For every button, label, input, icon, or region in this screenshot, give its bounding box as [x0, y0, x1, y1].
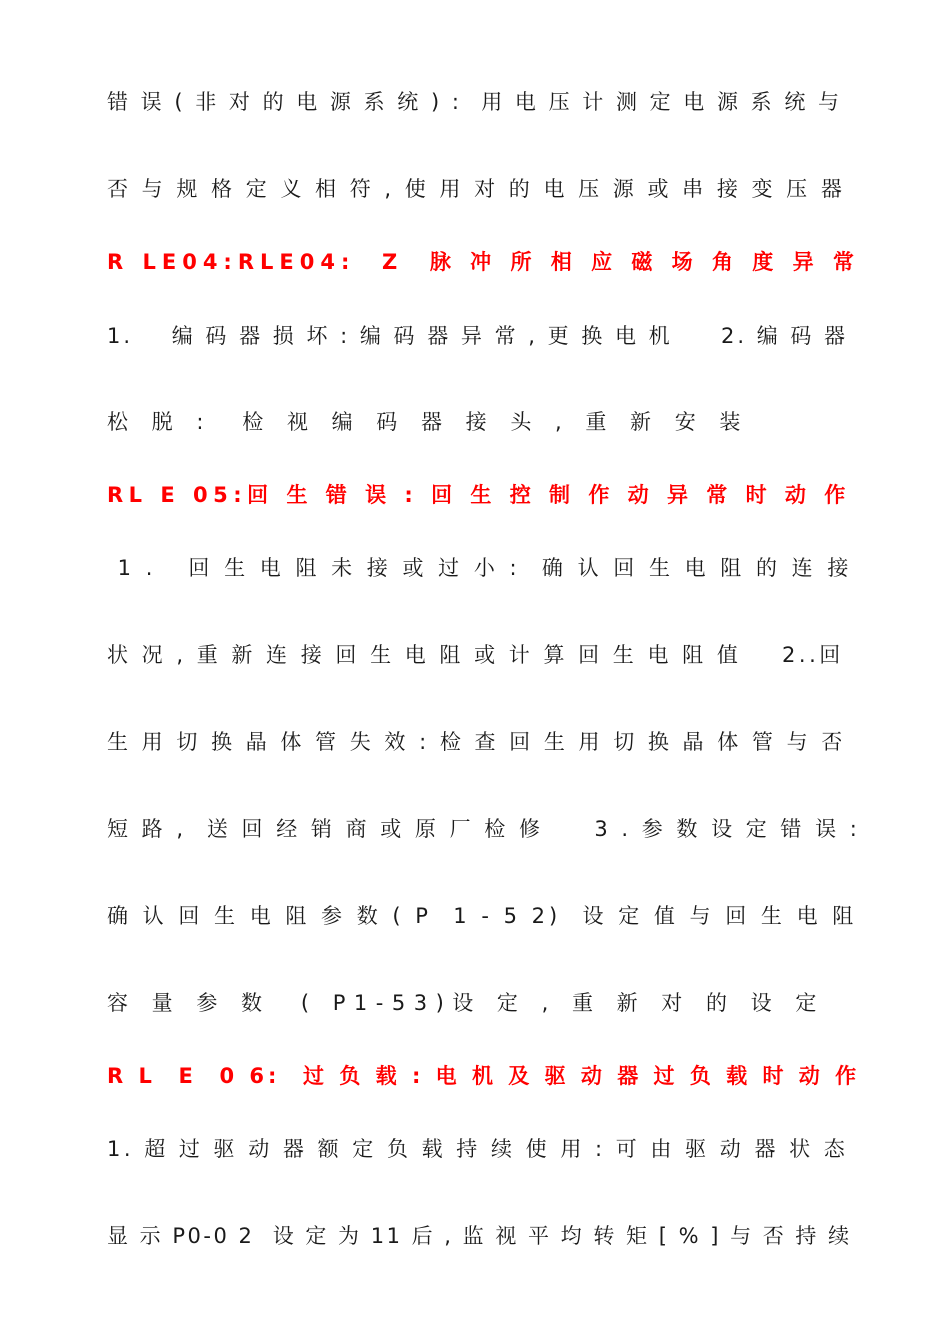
body-line-6: 状 况 , 重 新 连 接 回 生 电 阻 或 计 算 回 生 电 阻 值 2..回 [107, 643, 844, 667]
body-line-5: 1 . 回 生 电 阻 未 接 或 过 小 : 确 认 回 生 电 阻 的 连 接 [107, 556, 853, 580]
body-line-12: 显 示 P0-0 2 设 定 为 11 后 , 监 视 平 均 转 矩 [ % ] 与 否 持 续 [107, 1224, 852, 1248]
body-line-9: 确 认 回 生 电 阻 参 数 ( P 1 - 5 2) 设 定 值 与 回 生 电 阻 [107, 904, 858, 928]
body-line-2: 否 与 规 格 定 义 相 符 , 使 用 对 的 电 压 源 或 串 接 变 压 器 [107, 177, 846, 201]
body-line-8: 短 路 , 送 回 经 销 商 或 原 厂 检 修 3 . 参 数 设 定 错 误 : [107, 817, 861, 841]
body-line-7: 生 用 切 换 晶 体 管 失 效 : 检 查 回 生 用 切 换 晶 体 管 与 否 [107, 730, 846, 754]
body-line-4: 松 脱 : 检 视 编 码 器 接 头 , 重 新 安 装 [107, 410, 749, 434]
body-line-3: 1. 编 码 器 损 坏 : 编 码 器 异 常 , 更 换 电 机 2. 编 码 器 [107, 324, 849, 348]
heading-rle04: R LE04:RLE04: Z 脉 冲 所 相 应 磁 场 角 度 异 常 [107, 250, 860, 274]
body-line-10: 容 量 参 数 ( P1-53)设 定 , 重 新 对 的 设 定 [107, 991, 825, 1015]
body-line-11: 1. 超 过 驱 动 器 额 定 负 载 持 续 使 用 : 可 由 驱 动 器 状 态 [107, 1137, 849, 1161]
heading-rle05: RL E 05:回 生 错 误 : 回 生 控 制 作 动 异 常 时 动 作 [107, 483, 851, 507]
heading-rle06: R L E 0 6: 过 负 载 : 电 机 及 驱 动 器 过 负 载 时 动 作 [107, 1064, 861, 1088]
body-line-1: 错 误 ( 非 对 的 电 源 系 统 ) : 用 电 压 计 测 定 电 源 系 统 与 [107, 90, 842, 114]
